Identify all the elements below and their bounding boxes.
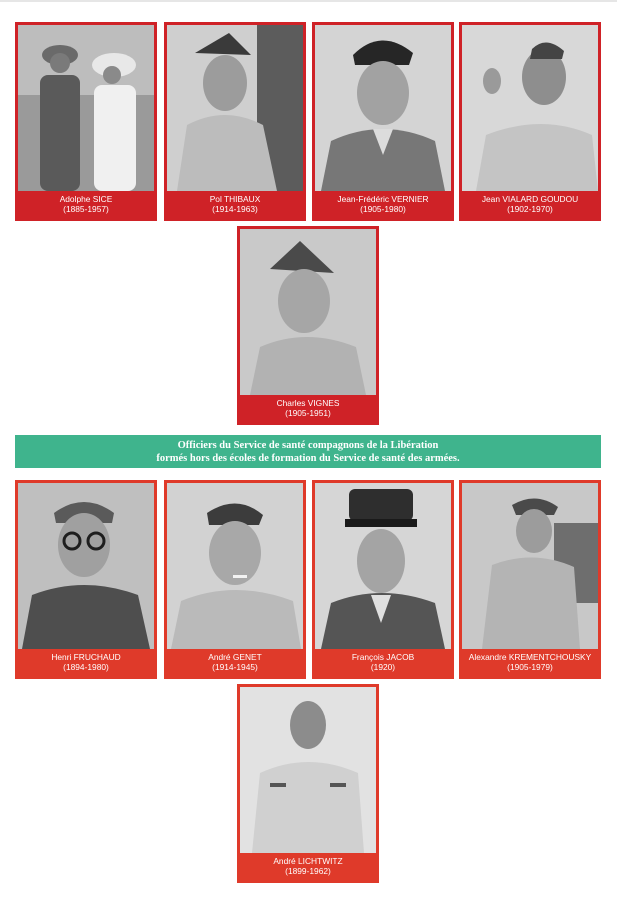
portrait-photo [462, 483, 598, 649]
top-divider [0, 0, 617, 2]
portrait-name: François JACOB [351, 652, 415, 662]
portrait-card-krementchousky [459, 480, 601, 679]
portrait-photo [315, 483, 451, 649]
portrait-dates: (1894-1980) [63, 662, 109, 672]
section-banner [15, 435, 601, 468]
portrait-card-jacob [312, 480, 454, 679]
portrait-dates: (1905-1951) [285, 408, 331, 418]
portrait-card-vialard-goudou [459, 22, 601, 221]
portrait-card-genet [164, 480, 306, 679]
portrait-name: Jean VIALARD GOUDOU [481, 194, 579, 204]
portrait-card-sice [15, 22, 157, 221]
portrait-name: André GENET [208, 652, 262, 662]
portrait-photo [240, 687, 376, 853]
portrait-photo [18, 25, 154, 191]
portrait-name: André LICHTWITZ [273, 856, 343, 866]
portrait-photo [240, 229, 376, 395]
portrait-dates: (1920) [370, 662, 396, 672]
portrait-photo [315, 25, 451, 191]
portrait-dates: (1914-1963) [212, 204, 258, 214]
banner-line-1: Officiers du Service de santé compagnons de la Libération [177, 440, 439, 451]
portrait-photo [167, 483, 303, 649]
portrait-photo [462, 25, 598, 191]
portrait-card-lichtwitz [237, 684, 379, 883]
portrait-name: Henri FRUCHAUD [51, 652, 121, 662]
portrait-name: Jean-Frédéric VERNIER [337, 194, 429, 204]
portrait-dates: (1885-1957) [63, 204, 109, 214]
portrait-dates: (1905-1980) [360, 204, 406, 214]
portrait-name: Adolphe SICE [59, 194, 113, 204]
portrait-card-vignes [237, 226, 379, 425]
portrait-photo [167, 25, 303, 191]
portrait-name: Charles VIGNES [276, 398, 340, 408]
portrait-dates: (1899-1962) [285, 866, 331, 876]
portrait-card-vernier [312, 22, 454, 221]
banner-line-2: formés hors des écoles de formation du Service de santé des armées. [156, 453, 460, 464]
portrait-photo [18, 483, 154, 649]
portrait-dates: (1902-1970) [507, 204, 553, 214]
portrait-name: Alexandre KREMENTCHOUSKY [468, 652, 592, 662]
portrait-name: Pol THIBAUX [209, 194, 261, 204]
portrait-dates: (1905-1979) [507, 662, 553, 672]
portrait-card-fruchaud [15, 480, 157, 679]
portrait-card-thibaux [164, 22, 306, 221]
portrait-dates: (1914-1945) [212, 662, 258, 672]
